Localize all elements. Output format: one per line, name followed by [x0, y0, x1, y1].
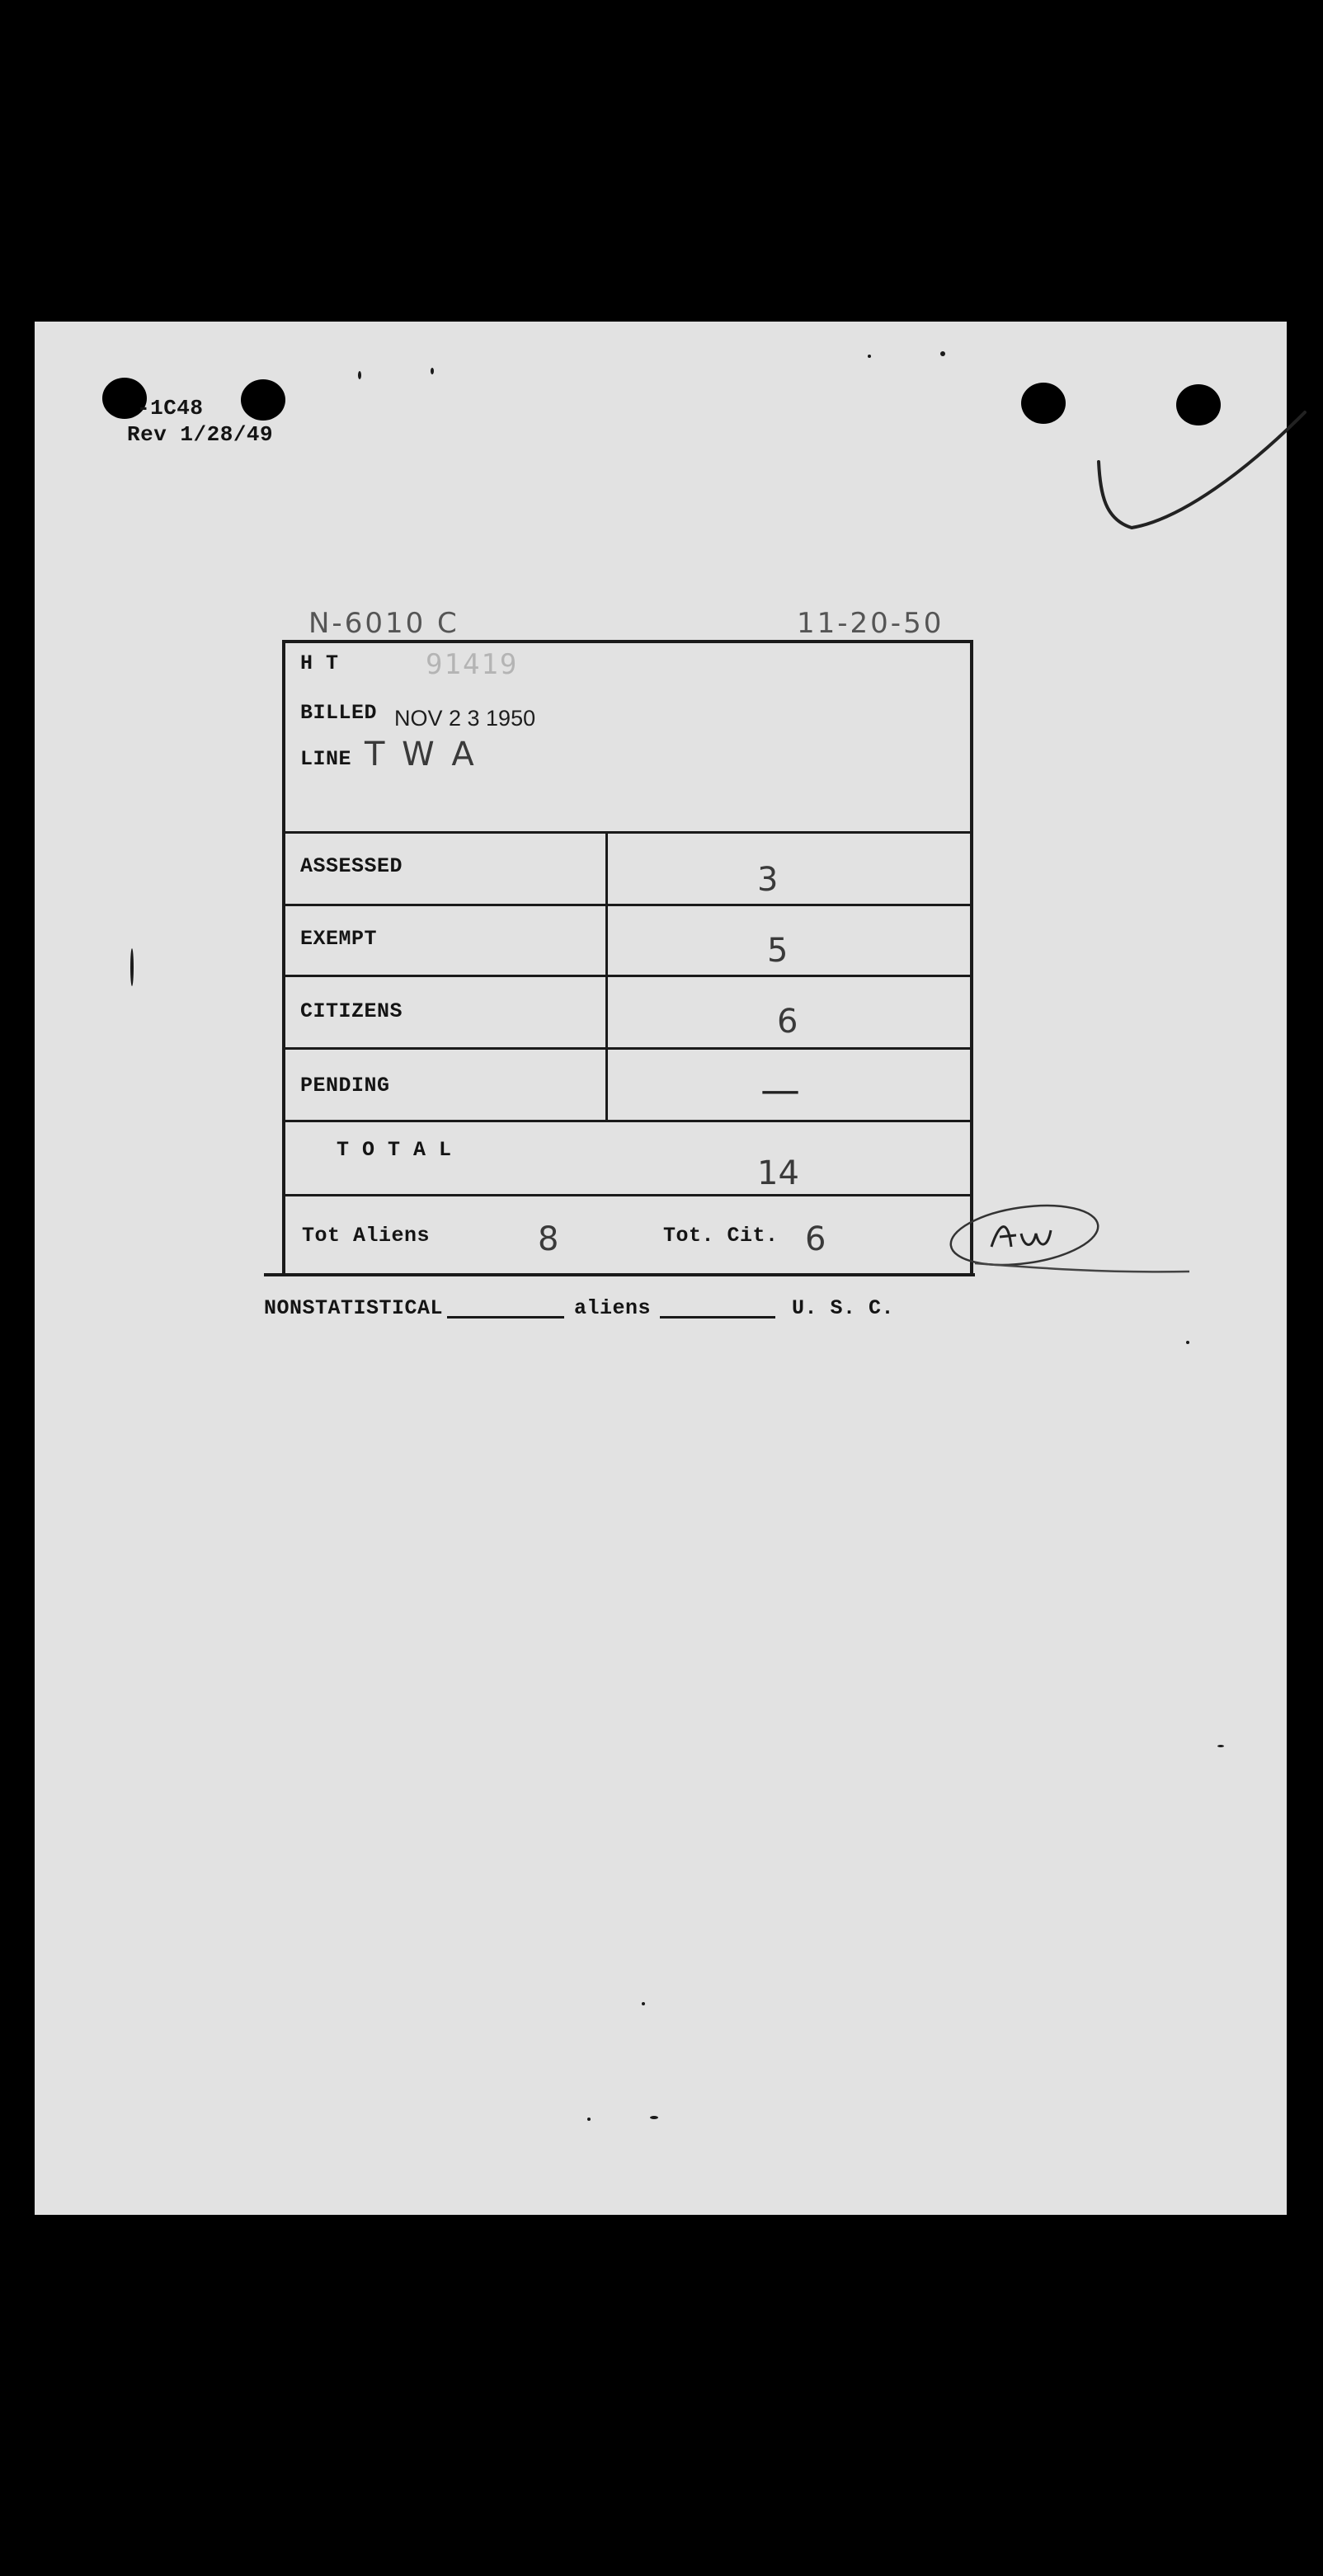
- total-label: T O T A L: [337, 1138, 452, 1162]
- usc-label: U. S. C.: [792, 1296, 895, 1320]
- file-number-note: N-6010 C: [308, 607, 459, 640]
- paper-speck: [587, 2118, 591, 2121]
- tot-cit-value: 6: [805, 1220, 826, 1258]
- paper-speck: [642, 2002, 645, 2005]
- ht-number: 91419: [426, 648, 519, 681]
- row-value-exempt: 5: [767, 932, 789, 970]
- table-top-border: [282, 640, 972, 643]
- row-divider-5: [282, 1194, 972, 1196]
- row-divider-3: [282, 1047, 972, 1050]
- aliens-blank: [660, 1316, 775, 1319]
- table-right-border: [970, 640, 973, 1275]
- table-left-border: [282, 640, 285, 1275]
- nonstatistical-blank: [447, 1316, 564, 1319]
- date-note: 11-20-50: [797, 607, 944, 640]
- check-mark-icon: [1057, 404, 1321, 569]
- billed-date-stamp: NOV 2 3 1950: [394, 706, 536, 731]
- header-divider: [282, 831, 972, 834]
- paper-speck: [130, 948, 134, 986]
- row-label-citizens: CITIZENS: [300, 999, 403, 1023]
- tot-cit-label: Tot. Cit.: [663, 1224, 779, 1248]
- row-divider-2: [282, 975, 972, 977]
- total-value: 14: [757, 1154, 799, 1192]
- form-number: -1C48: [137, 396, 204, 421]
- row-label-assessed: ASSESSED: [300, 854, 403, 878]
- form-revision: Rev 1/28/49: [127, 422, 274, 447]
- row-divider-1: [282, 904, 972, 906]
- punch-hole-left-2: [241, 379, 285, 421]
- paper-speck: [1186, 1341, 1189, 1344]
- row-label-pending: PENDING: [300, 1074, 390, 1098]
- paper-speck: [431, 368, 434, 374]
- row-label-exempt: EXEMPT: [300, 927, 378, 951]
- paper-speck: [358, 371, 361, 379]
- line-value: T W A: [365, 736, 478, 773]
- table-bottom-border: [264, 1273, 975, 1276]
- paper-speck: [868, 355, 871, 358]
- row-value-citizens: 6: [777, 1003, 798, 1041]
- aliens-word: aliens: [574, 1296, 652, 1320]
- initials-mark: [942, 1197, 1206, 1288]
- paper-speck: [940, 351, 945, 356]
- row-value-assessed: 3: [757, 861, 779, 899]
- tot-aliens-value: 8: [538, 1220, 559, 1258]
- ht-label: H T: [300, 651, 339, 675]
- paper-speck: [1217, 1745, 1224, 1747]
- billed-label: BILLED: [300, 701, 378, 725]
- document-page: [35, 322, 1287, 2215]
- tot-aliens-label: Tot Aliens: [302, 1224, 431, 1248]
- row-divider-4: [282, 1120, 972, 1122]
- paper-speck: [650, 2116, 658, 2119]
- row-value-pending: —: [760, 1067, 800, 1113]
- nonstatistical-label: NONSTATISTICAL: [264, 1296, 444, 1320]
- line-label: LINE: [300, 747, 352, 771]
